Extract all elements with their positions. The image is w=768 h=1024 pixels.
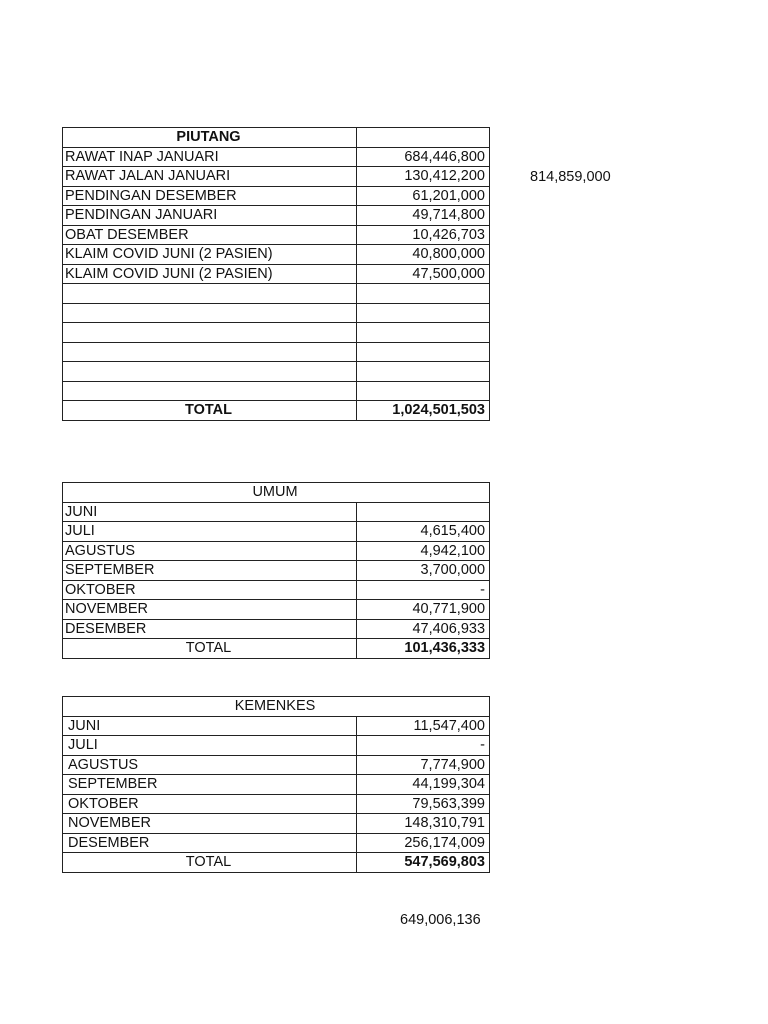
bottom-value: 649,006,136 [400, 912, 481, 928]
row-label [63, 362, 357, 382]
row-label: SEPTEMBER [63, 561, 357, 581]
table-row [63, 522, 490, 542]
row-value [357, 502, 490, 522]
row-label: JULI [63, 522, 357, 542]
row-value: 4,942,100 [357, 541, 490, 561]
row-label: DESEMBER [63, 619, 357, 639]
kemenkes-total-label: TOTAL [63, 853, 357, 873]
table-row [63, 147, 490, 167]
umum-table [62, 482, 490, 659]
row-value: 40,800,000 [357, 245, 490, 265]
row-value [357, 342, 490, 362]
umum-header: UMUM [63, 483, 490, 503]
table-row [63, 303, 490, 323]
kemenkes-header: KEMENKES [63, 697, 490, 717]
umum-total-label: TOTAL [63, 639, 357, 659]
row-value: - [357, 580, 490, 600]
row-value [357, 323, 490, 343]
table-row [63, 736, 490, 756]
table-row [63, 580, 490, 600]
row-value [357, 362, 490, 382]
row-label: RAWAT JALAN JANUARI [63, 167, 357, 187]
row-value [357, 303, 490, 323]
row-label: OKTOBER [63, 794, 357, 814]
row-value: 49,714,800 [357, 206, 490, 226]
kemenkes-body [63, 716, 490, 853]
table-row [63, 561, 490, 581]
row-label: NOVEMBER [63, 600, 357, 620]
table-header-row [63, 697, 490, 717]
row-value: 47,500,000 [357, 264, 490, 284]
kemenkes-total-value: 547,569,803 [357, 853, 490, 873]
table-row [63, 167, 490, 187]
table-row [63, 323, 490, 343]
row-value: 7,774,900 [357, 755, 490, 775]
table-row [63, 600, 490, 620]
table-row [63, 833, 490, 853]
row-label: JULI [63, 736, 357, 756]
row-label: JUNI [63, 502, 357, 522]
table-total-row [63, 639, 490, 659]
table-row [63, 716, 490, 736]
row-value: 47,406,933 [357, 619, 490, 639]
piutang-table [62, 127, 490, 421]
piutang-total-value: 1,024,501,503 [357, 401, 490, 421]
row-value: 10,426,703 [357, 225, 490, 245]
kemenkes-table [62, 696, 490, 873]
row-label: PENDINGAN DESEMBER [63, 186, 357, 206]
row-label [63, 323, 357, 343]
row-label [63, 342, 357, 362]
table-row [63, 362, 490, 382]
table-row [63, 619, 490, 639]
table-total-row [63, 853, 490, 873]
row-value: 79,563,399 [357, 794, 490, 814]
row-label: PENDINGAN JANUARI [63, 206, 357, 226]
row-label: AGUSTUS [63, 755, 357, 775]
table-header-row [63, 483, 490, 503]
row-label: SEPTEMBER [63, 775, 357, 795]
row-value: 3,700,000 [357, 561, 490, 581]
table-row [63, 342, 490, 362]
table-row [63, 381, 490, 401]
piutang-total-label: TOTAL [63, 401, 357, 421]
row-label: KLAIM COVID JUNI (2 PASIEN) [63, 245, 357, 265]
row-value: 256,174,009 [357, 833, 490, 853]
umum-body [63, 502, 490, 639]
row-value: 61,201,000 [357, 186, 490, 206]
row-value: 4,615,400 [357, 522, 490, 542]
table-row [63, 284, 490, 304]
side-value: 814,859,000 [530, 169, 611, 185]
row-label: NOVEMBER [63, 814, 357, 834]
table-row [63, 264, 490, 284]
table-total-row [63, 401, 490, 421]
piutang-header: PIUTANG [63, 128, 357, 148]
row-label [63, 284, 357, 304]
umum-total-value: 101,436,333 [357, 639, 490, 659]
row-value: 684,446,800 [357, 147, 490, 167]
table-header-row [63, 128, 490, 148]
table-row [63, 206, 490, 226]
row-label: DESEMBER [63, 833, 357, 853]
row-value: 40,771,900 [357, 600, 490, 620]
row-label: JUNI [63, 716, 357, 736]
row-value: - [357, 736, 490, 756]
row-value: 44,199,304 [357, 775, 490, 795]
row-value: 148,310,791 [357, 814, 490, 834]
table-row [63, 755, 490, 775]
row-value [357, 284, 490, 304]
row-label: RAWAT INAP JANUARI [63, 147, 357, 167]
piutang-body [63, 147, 490, 401]
table-row [63, 541, 490, 561]
row-label: KLAIM COVID JUNI (2 PASIEN) [63, 264, 357, 284]
row-label: AGUSTUS [63, 541, 357, 561]
table-row [63, 245, 490, 265]
row-label [63, 381, 357, 401]
table-row [63, 225, 490, 245]
table-row [63, 186, 490, 206]
table-row [63, 502, 490, 522]
row-label: OBAT DESEMBER [63, 225, 357, 245]
row-value: 11,547,400 [357, 716, 490, 736]
piutang-header-empty-cell [357, 128, 490, 148]
row-label: OKTOBER [63, 580, 357, 600]
row-value: 130,412,200 [357, 167, 490, 187]
table-row [63, 794, 490, 814]
table-row [63, 814, 490, 834]
row-label [63, 303, 357, 323]
row-value [357, 381, 490, 401]
table-row [63, 775, 490, 795]
